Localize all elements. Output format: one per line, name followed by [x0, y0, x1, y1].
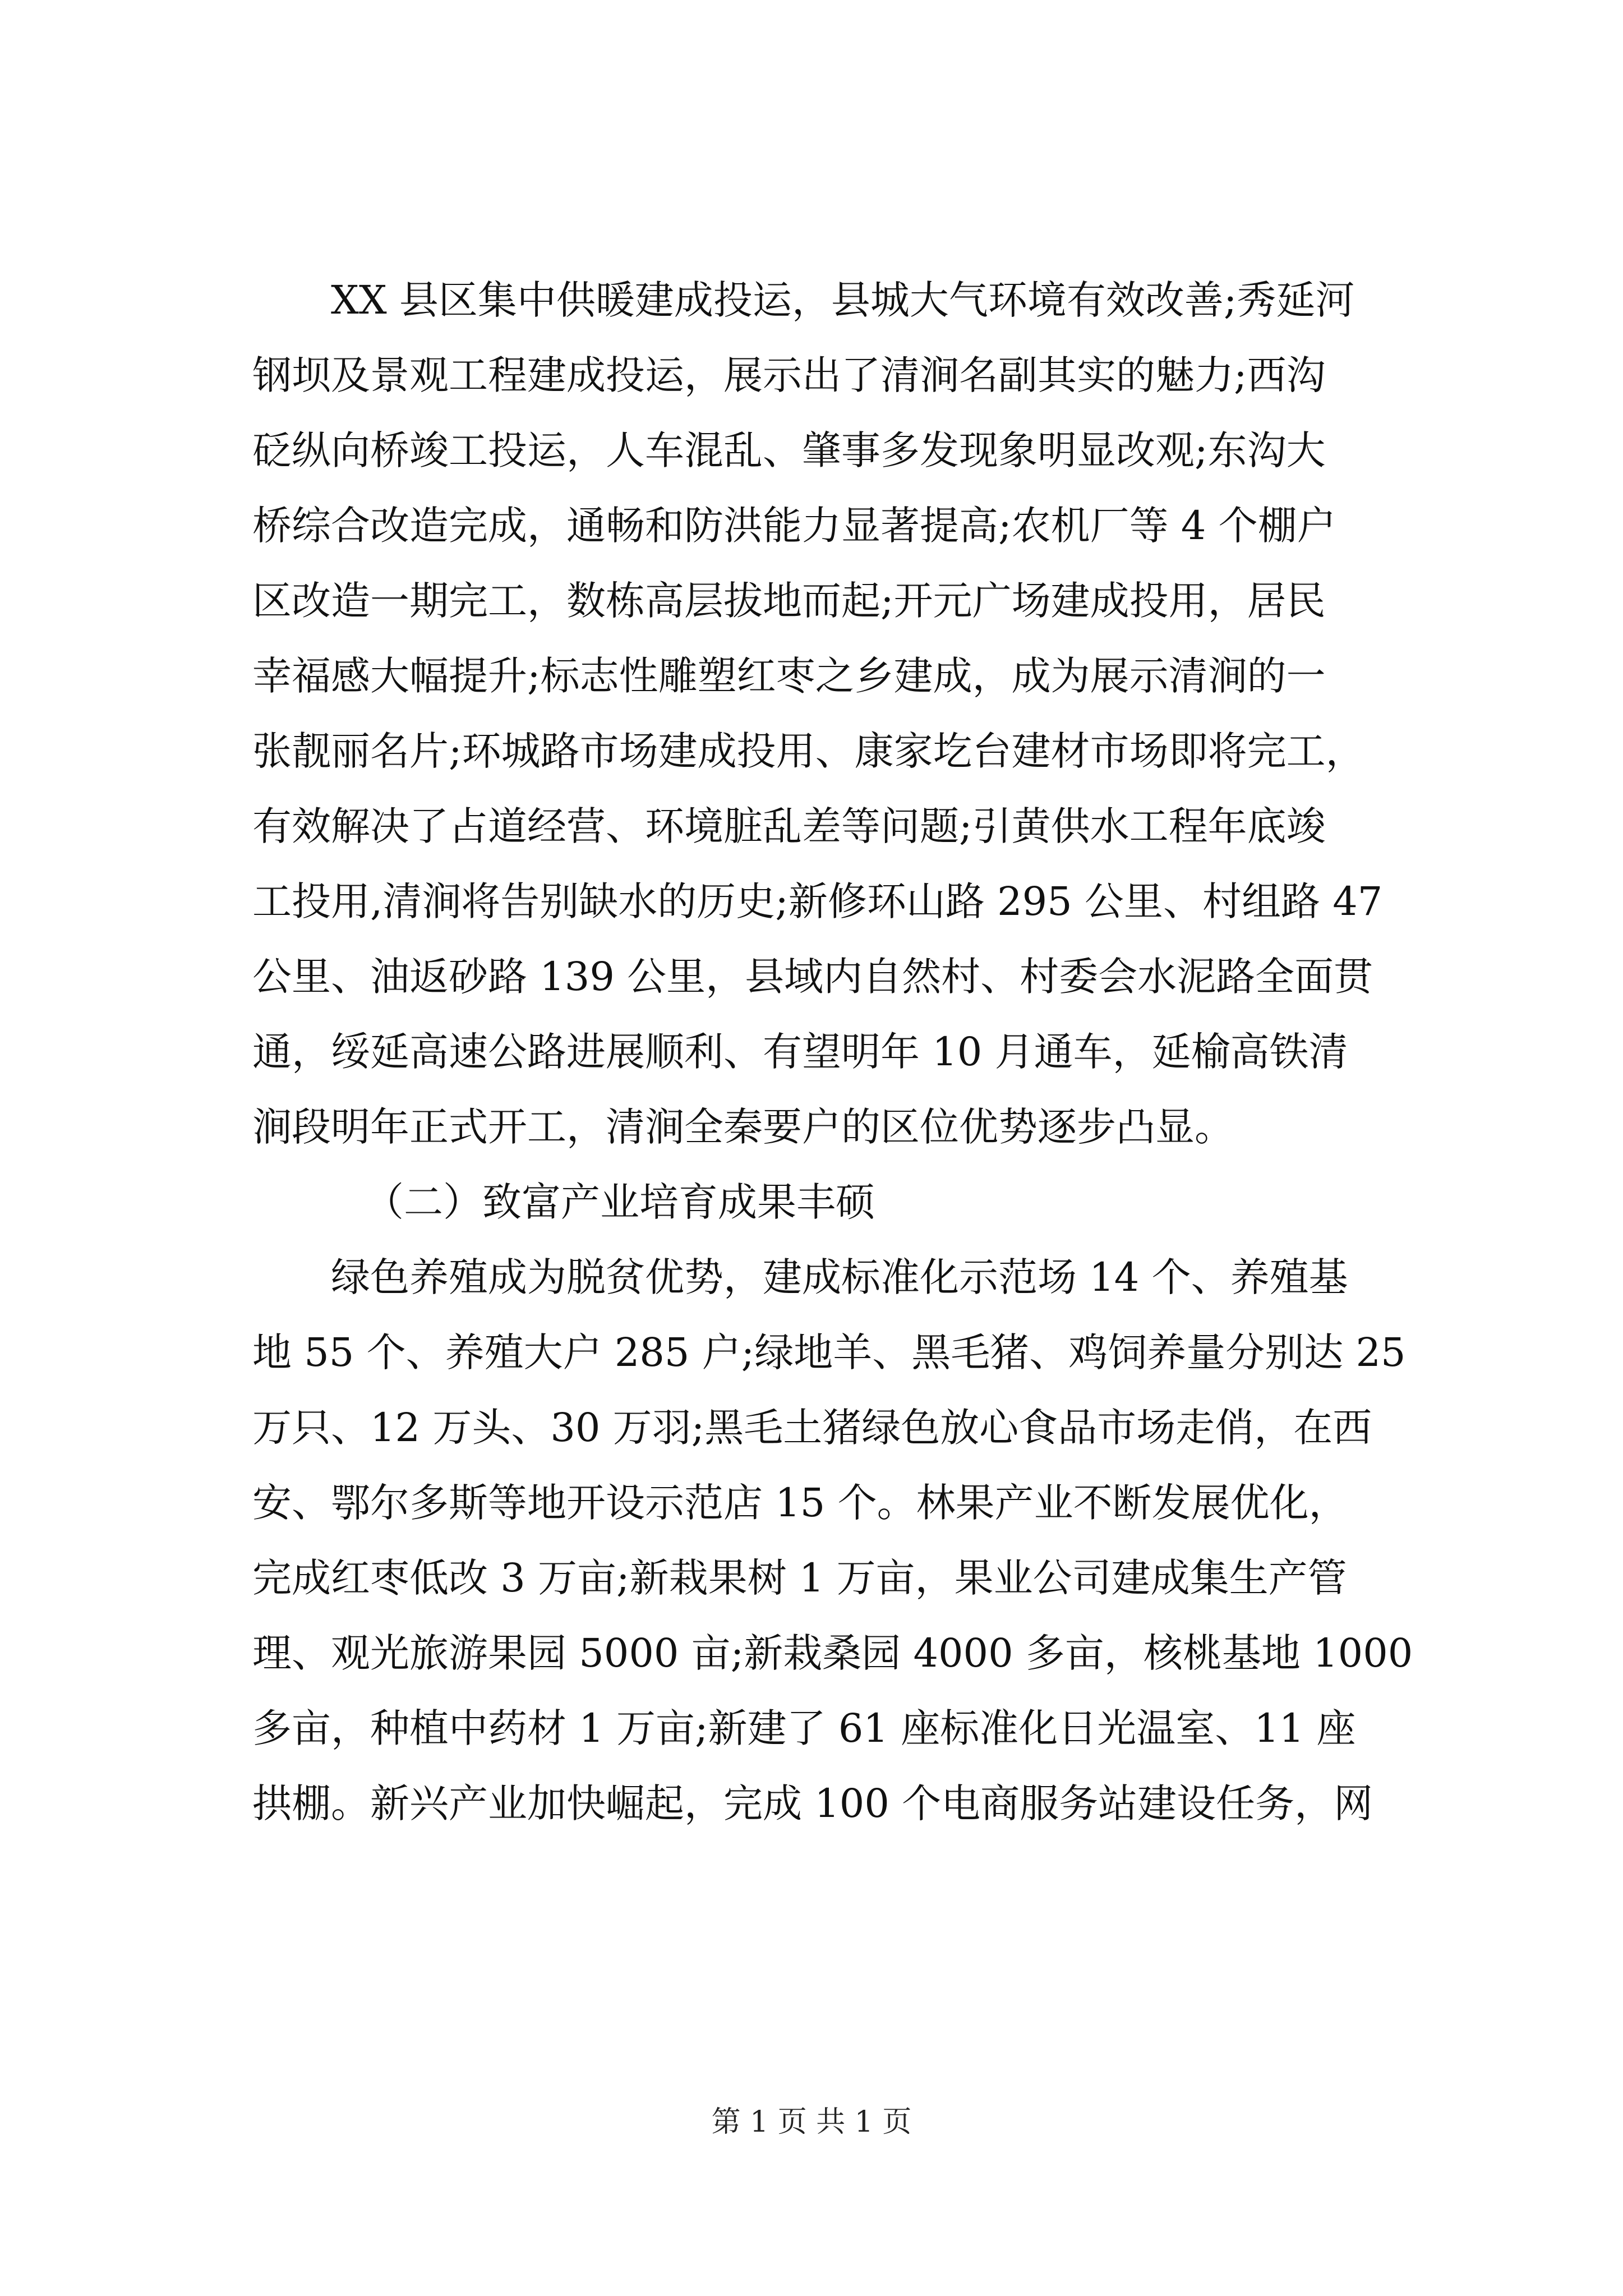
paragraph-line: 钢坝及景观工程建成投运，展示出了清涧名副其实的魅力;西沟 [252, 352, 1326, 398]
paragraph-line: 地 55 个、养殖大户 285 户;绿地羊、黑毛猪、鸡饲养量分别达 25 [252, 1329, 1406, 1375]
paragraph-line: 绿色养殖成为脱贫优势，建成标准化示范场 14 个、养殖基 [331, 1254, 1348, 1300]
paragraph-line: 工投用,清涧将告别缺水的历史;新修环山路 295 公里、村组路 47 [252, 878, 1383, 924]
paragraph-line: 桥综合改造完成，通畅和防洪能力显著提高;农机厂等 4 个棚户 [252, 503, 1336, 549]
paragraph-line: 万只、12 万头、30 万羽;黑毛土猪绿色放心食品市场走俏，在西 [252, 1405, 1372, 1451]
paragraph-line: 通，绥延高速公路进展顺利、有望明年 10 月通车，延榆高铁清 [252, 1029, 1348, 1075]
paragraph-line: 涧段明年正式开工，清涧全秦要户的区位优势逐步凸显。 [252, 1104, 1234, 1150]
paragraph-line: 张靓丽名片;环城路市场建成投用、康家圪台建材市场即将完工， [252, 728, 1365, 774]
paragraph-line: 理、观光旅游果园 5000 亩;新栽桑园 4000 多亩，核桃基地 1000 [252, 1630, 1413, 1676]
paragraph-line: 区改造一期完工，数栋高层拔地而起;开元广场建成投用，居民 [252, 578, 1326, 624]
paragraph-line: 完成红枣低改 3 万亩;新栽果树 1 万亩，果业公司建成集生产管 [252, 1555, 1347, 1601]
page-footer: 第 1 页 共 1 页 [711, 2105, 912, 2139]
document-body [252, 263, 1413, 1841]
paragraph-line: 多亩，种植中药材 1 万亩;新建了 61 座标准化日光温室、11 座 [252, 1705, 1356, 1751]
paragraph-line: 砭纵向桥竣工投运，人车混乱、肇事多发现象明显改观;东沟大 [252, 427, 1326, 473]
paragraph-line: 公里、油返砂路 139 公里，县域内自然村、村委会水泥路全面贯 [252, 954, 1373, 1000]
paragraph-line: 拱棚。新兴产业加快崛起，完成 100 个电商服务站建设任务，网 [252, 1780, 1373, 1826]
paragraph-line: XX 县区集中供暖建成投运，县城大气环境有效改善;秀延河 [331, 277, 1355, 323]
paragraph-line: 幸福感大幅提升;标志性雕塑红枣之乡建成，成为展示清涧的一 [252, 653, 1326, 699]
paragraph-line: 安、鄂尔多斯等地开设示范店 15 个。林果产业不断发展优化， [252, 1480, 1348, 1526]
section-heading: （二）致富产业培育成果丰硕 [365, 1179, 875, 1225]
paragraph-line: 有效解决了占道经营、环境脏乱差等问题;引黄供水工程年底竣 [252, 803, 1326, 849]
